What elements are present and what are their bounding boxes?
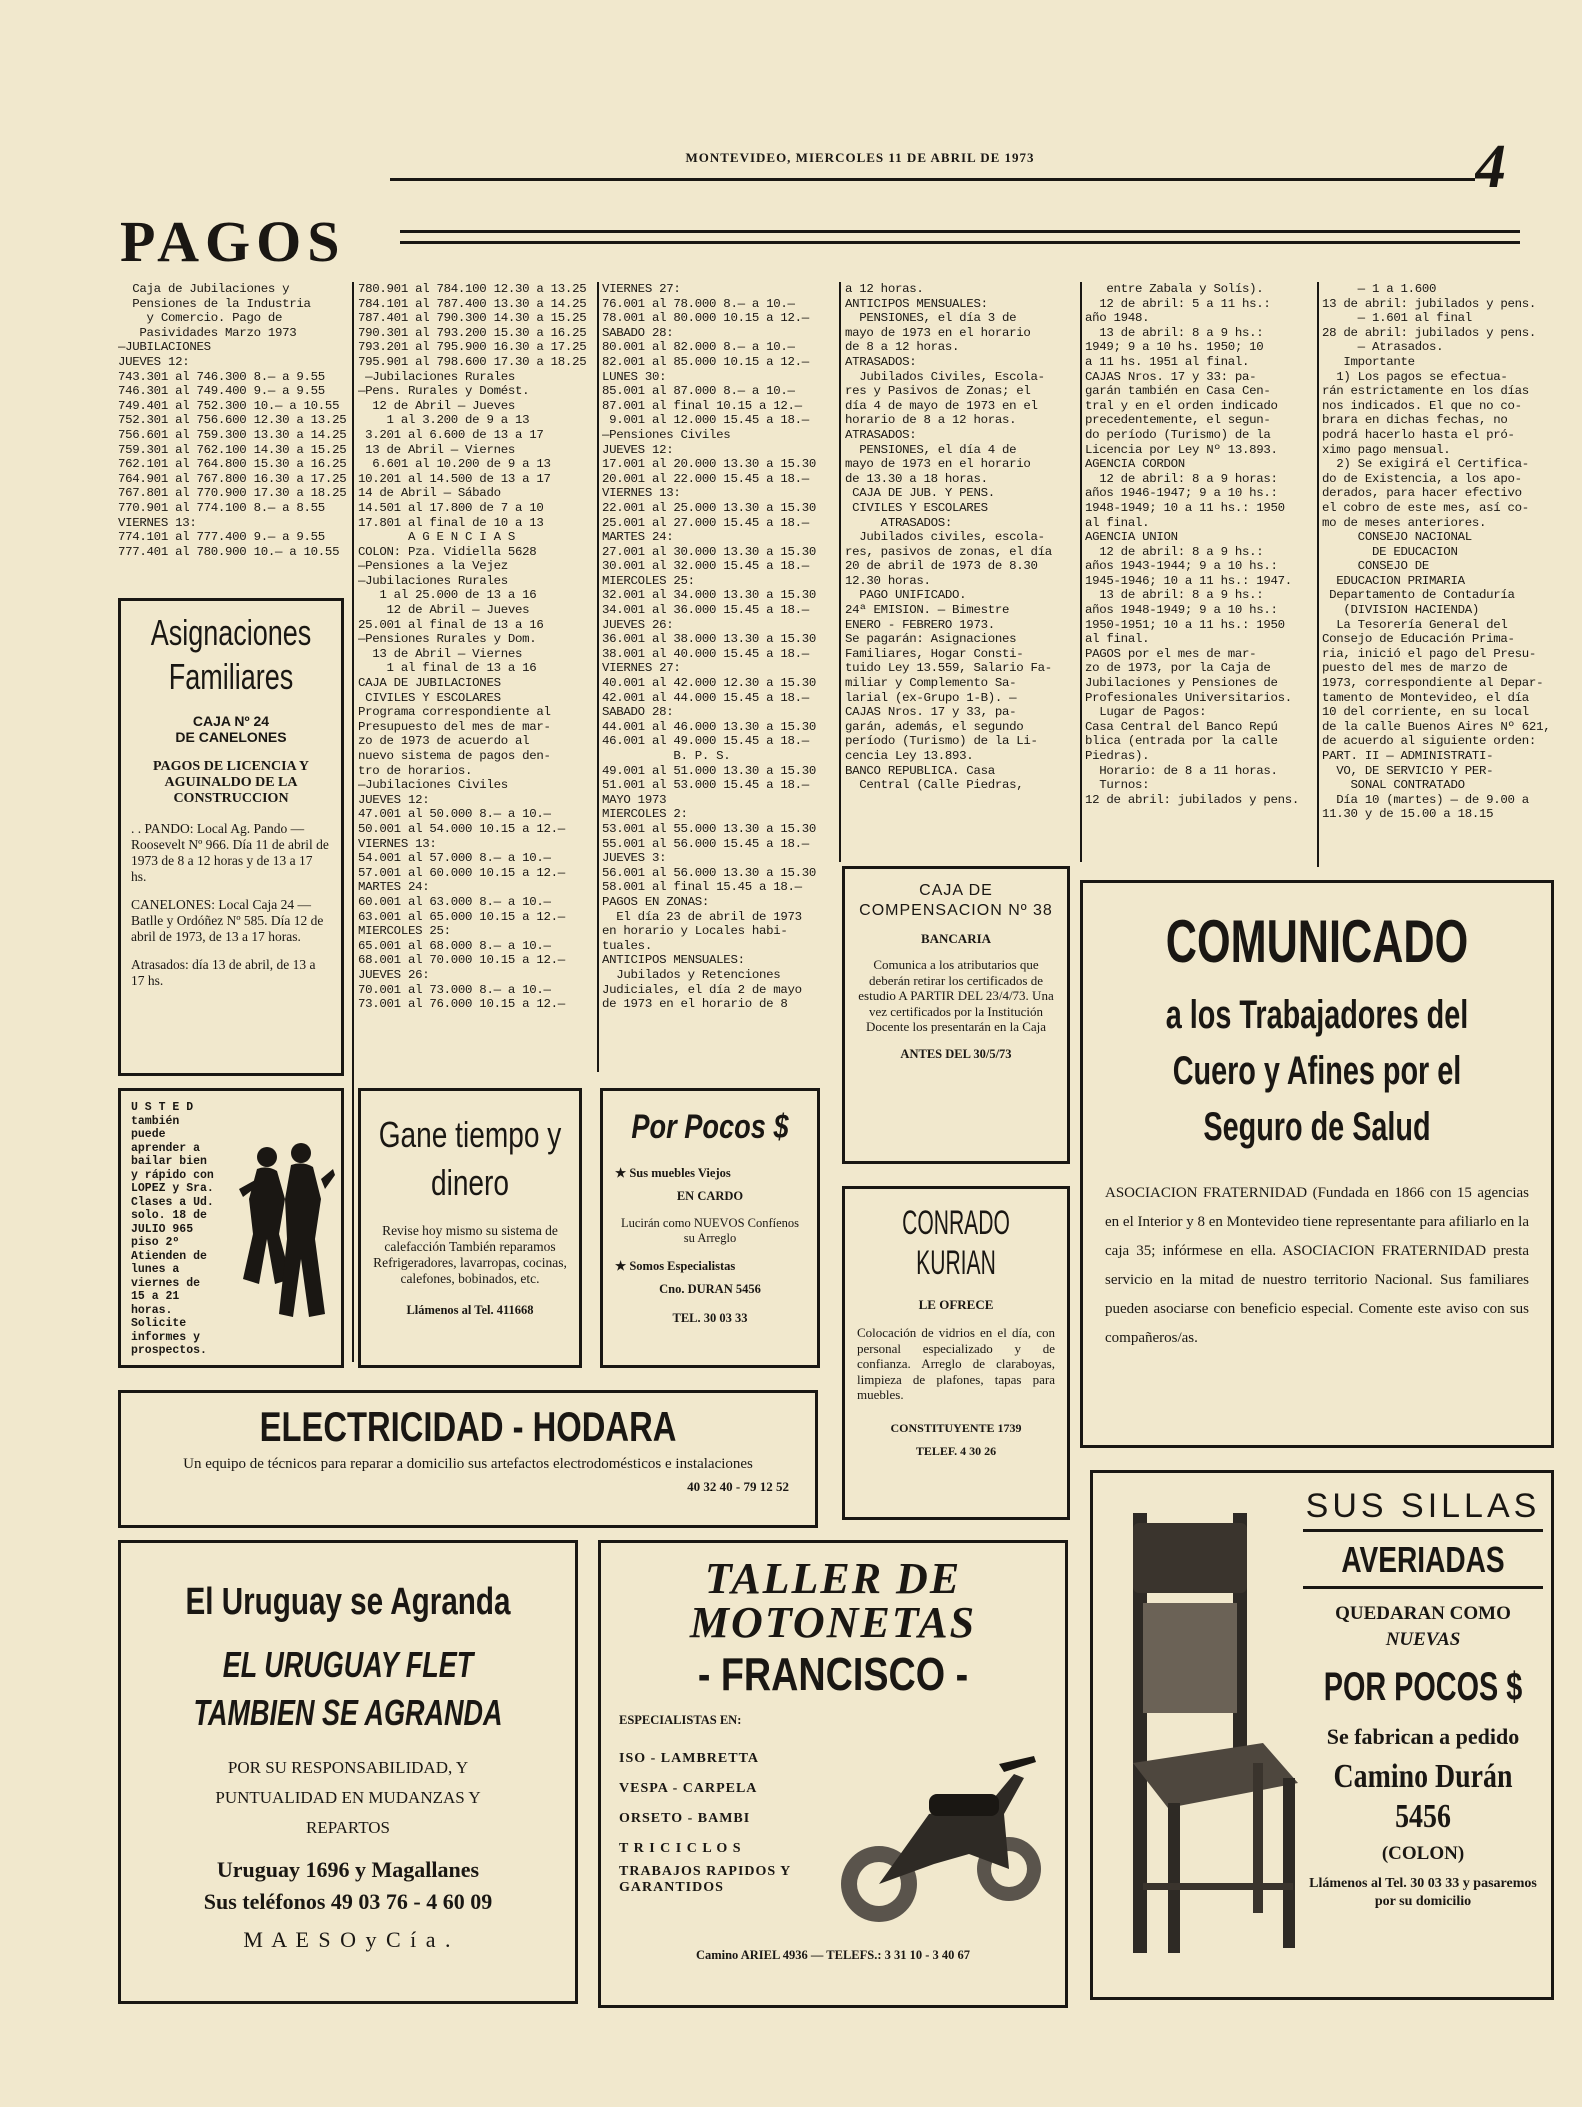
motorcycle-image [839,1734,1049,1934]
ad-gane-phone: Llámenos al Tel. 411668 [406,1303,534,1317]
ad-pocos-l1: ★ Sus muebles Viejos [615,1166,731,1180]
ad-pocos-l2: EN CARDO [676,1189,744,1203]
ad-asignaciones-body1: . . PANDO: Local Ag. Pando — Roosevelt Nº 966. Día 11 de abril de 1973 de 8 a 12 horas y de 13 a 17 hs. [131,821,329,884]
ad-asignaciones-sub1: CAJA Nº 24 [192,713,270,729]
ad-taller-title1: TALLER DE [704,1554,962,1603]
ad-kurian-title: CONRADO KURIAN [902,1204,1010,1282]
dateline: MONTEVIDEO, MIERCOLES 11 DE ABRIL DE 1973 [685,150,1035,165]
ad-uruguay-l4: Uruguay 1696 y Magallanes [216,1857,480,1882]
text-column-5: entre Zabala y Solís). 12 de abril: 5 a 11 hs.: año 1948. 13 de abril: 8 a 9 hs.: 1949; 9 a 10 hs. 1950; 10 a 11 hs. 1951 al final. CAJAS Nros. 17 y 33: pa- garán también en Casa Cen- tral y en el orden indicado precedentemente, el segun- do período (Turismo) de la Licencia por Ley Nº 13.893. AGENCIA CORDON 12 de abril: 8 a 9 horas: años 1946-1947; 9 a 10 hs.: 1948-1949; 10 a 11 hs.: 1950 al final. AGENCIA UNION 12 de abril: 8 a 9 hs.: años 1943-1944; 9 a 10 hs.: 1945-1946; 10 a 11 hs.: 1947. 13 de abril: 8 a 9 hs.: años 1948-1949; 9 a 10 hs.: 1950-1951; 10 a 11 hs.: 1950 al final. PAGOS por el mes de mar- zo de 1973, por la Caja de Jubilaciones y Pensiones de Profesionales Universitarios. Lugar de Pagos: Casa Central del Banco Repú blica (entrada por la calle Piedras). Horario: de 8 a 11 horas. Turnos: 12 de abril: jubilados y pens. [1085,282,1300,807]
section-title-rule [400,230,1520,244]
ad-asignaciones-sub3: PAGOS DE LICENCIA Y AGUINALDO DE LA CONSTRUCCION [153,759,309,806]
ad-sillas [1090,1470,1554,2000]
ad-sillas-l1: QUEDARAN COMO [1335,1603,1511,1624]
ad-asignaciones [118,598,344,1076]
ad-sillas-l6: (COLON) [1381,1843,1465,1864]
ad-compensacion-body: Comunica a los atributarios que deberán retirar los certificados de estudio A PARTIR DEL 23/4/73. Una vez certificados por la Institución Docente los presentarán en la Caja [858,957,1054,1034]
ad-taller-title3: - FRANCISCO - [697,1648,969,1700]
ad-por-pocos [600,1088,820,1368]
ad-sillas-l5: Camino Durán 5456 [1333,1758,1513,1835]
ad-kurian [842,1186,1070,1520]
ad-uruguay-l1: EL URUGUAY FLET [222,1644,474,1685]
ad-asignaciones-body2: CANELONES: Local Caja 24 — Batlle y Ordóñez Nº 585. Día 12 de abril de 1973, de 13 a 17 horas. [131,897,324,944]
ad-pocos-l6: TEL. 30 03 33 [672,1311,748,1325]
ad-sillas-l4: Se fabrican a pedido [1326,1724,1520,1749]
ad-sillas-l3: POR POCOS $ [1323,1665,1523,1709]
ad-comunicado-body: ASOCIACION FRATERNIDAD (Fundada en 1866 con 15 agencias en el Interior y 8 en Montevideo tiene representante para afiliarlo en la caja 35; infórmese en ella. ASOCIACION FRATERNIDAD presta servicio en la mitad de nuestro territorio Nacional. Sus familiares pueden asociarse con beneficio especial. Comente este aviso con sus compañeros/as. [1105,1185,1529,1346]
section-title: PAGOS [120,209,346,274]
ad-pocos-title: Por Pocos $ [631,1108,789,1146]
ad-taller-brand-3: ORSETO - BAMBI [619,1811,751,1826]
ad-uruguay-title: El Uruguay se Agranda [185,1581,511,1623]
column-divider [352,282,354,1362]
ad-uruguay-l5: Sus teléfonos 49 03 76 - 4 60 09 [203,1889,493,1914]
ad-comunicado-sub1: a los Trabajadores del [1165,993,1469,1037]
ad-comunicado [1080,880,1554,1448]
text-column-6: — 1 a 1.600 13 de abril: jubilados y pens. — 1.601 al final 28 de abril: jubilados y pens. — Atrasados. Importante 1) Los pagos se efectua- rán estrictamente en los días nos indicados. El que no co- brara en dichas fechas, no podrá hacerlo hasta el pró- ximo pago mensual. 2) Se exigirá el Certifica- do de Existencia, a los apo- derados, para hacer efectivo el cobro de este mes, así co- mo de meses anteriores. CONSEJO NACIONAL DE EDUCACION CONSEJO DE EDUCACION PRIMARIA Departamento de Contaduría (DIVISION HACIENDA) La Tesorería General del Consejo de Educación Prima- ria, inició el pago del Presu- puesto del mes de marzo de 1973, correspondiente al Depar- tamento de Montevideo, el día 10 del corriente, en su local de la calle Buenos Aires Nº 621, de acuerdo al siguiente orden: PART. II — ADMINISTRATI- VO, DE SERVICIO Y PER- SONAL CONTRATADO Día 10 (martes) — de 9.00 a 11.30 y de 15.00 a 18.15 [1322,282,1551,822]
dancing-couple-image [229,1139,339,1329]
ad-comunicado-sub2: Cuero y Afines por el [1172,1049,1462,1093]
ad-pocos-l4: ★ Somos Especialistas [615,1259,736,1273]
ad-uruguay-l2: TAMBIEN SE AGRANDA [193,1692,503,1733]
ad-asignaciones-sub2: DE CANELONES [175,729,287,745]
ad-taller-sub: ESPECIALISTAS EN: [619,1713,742,1727]
ad-taller-brand-1: ISO - LAMBRETTA [619,1751,759,1766]
chair-image [1113,1503,1303,1963]
ad-gane-title: Gane tiempo y dinero [378,1114,562,1203]
ad-electricidad [118,1390,818,1528]
column-divider [839,282,841,862]
column-divider [1080,282,1082,862]
ad-asignaciones-body3: Atrasados: día 13 de abril, de 13 a 17 hs. [131,957,316,988]
ad-taller-brand-4: T R I C I C L O S [619,1841,742,1856]
ad-compensacion [842,866,1070,1164]
ad-sillas-title2: AVERIADAS [1341,1539,1505,1580]
ad-taller-footer: Camino ARIEL 4936 — TELEFS.: 3 31 10 - 3 40 67 [695,1948,971,1962]
ad-compensacion-title: CAJA DE COMPENSACION Nº 38 [859,882,1053,919]
ad-pocos-l5: Cno. DURAN 5456 [659,1282,761,1296]
ad-uruguay-flet [118,1540,578,2004]
ad-pocos-l3: Lucirán como NUEVOS Confíenos su Arreglo [620,1216,800,1245]
ad-kurian-body: Colocación de vidrios en el día, con personal especializado y de confianza. Arreglo de claraboyas, limpieza de plafones, tapas para muebles. [857,1325,1055,1402]
ad-taller-title2: MOTONETAS [689,1598,977,1647]
ad-sillas-l2: NUEVAS [1385,1629,1461,1650]
ad-comunicado-sub3: Seguro de Salud [1203,1105,1431,1149]
ad-taller-motonetas [598,1540,1068,2008]
ad-baile [118,1088,344,1368]
text-column-4: a 12 horas. ANTICIPOS MENSUALES: PENSIONES, el día 3 de mayo de 1973 en el horario de 8 a 12 horas. ATRASADOS: Jubilados Civiles, Escola- res y Pasivos de Zonas; el día 4 de mayo de 1973 en el horario de 8 a 12 horas. ATRASADOS: PENSIONES, el día 4 de mayo de 1973 en el horario de 13.30 a 18 horas. CAJA DE JUB. Y PENS. CIVILES Y ESCOLARES ATRASADOS: Jubilados civiles, escola- res, pasivos de zonas, el día 20 de abril de 1973 de 8.30 12.30 horas. PAGO UNIFICADO. 24ª EMISION. — Bimestre ENERO - FEBRERO 1973. Se pagarán: Asignaciones Familiares, Hogar Consti- tuido Ley 13.559, Salario Fa- miliar y Complemento Sa- larial (ex-Grupo 1-B). — CAJAS Nros. 17 y 33, pa- garán, además, el segundo período (Turismo) de la Li- cencia Ley 13.893. BANCO REPUBLICA. Casa Central (Calle Piedras, [845,282,1052,793]
ad-uruguay-l3: POR SU RESPONSABILIDAD, Y PUNTUALIDAD EN MUDANZAS Y REPARTOS [215,1758,481,1837]
column-divider [1317,282,1319,867]
ad-comunicado-title: COMUNICADO [1165,908,1469,975]
text-column-3: VIERNES 27: 76.001 al 78.000 8.— a 10.— 78.001 al 80.000 10.15 a 12.— SABADO 28: 80.001 al 82.000 8.— a 10.— 82.001 al 85.000 10.15 a 12.— LUNES 30: 85.001 al 87.000 8.— a 10.— 87.001 al final 10.15 a 12.— 9.001 al 12.000 15.45 a 18.— —Pensiones Civiles JUEVES 12: 17.001 al 20.000 13.30 a 15.30 20.001 al 22.000 15.45 a 18.— VIERNES 13: 22.001 al 25.000 13.30 a 15.30 25.001 al 27.000 15.45 a 18.— MARTES 24: 27.001 al 30.000 13.30 a 15.30 30.001 al 32.000 15.45 a 18.— MIERCOLES 25: 32.001 al 34.000 13.30 a 15.30 34.001 al 36.000 15.45 a 18.— JUEVES 26: 36.001 al 38.000 13.30 a 15.30 38.001 al 40.000 15.45 a 18.— VIERNES 27: 40.001 al 42.000 12.30 a 15.30 42.001 al 44.000 15.45 a 18.— SABADO 28: 44.001 al 46.000 13.30 a 15.30 46.001 al 49.000 15.45 a 18.— B. P. S. 49.001 al 51.000 13.30 a 15.30 51.001 al 53.000 15.45 a 18.— MAYO 1973 MIERCOLES 2: 53.001 al 55.000 13.30 a 15.30 55.001 al 56.000 15.45 a 18.— JUEVES 3: 56.001 al 56.000 13.30 a 15.30 58.001 al final 15.45 a 18.— PAGOS EN ZONAS: El día 23 de abril de 1973 en horario y Locales habi- tuales. ANTICIPOS MENSUALES: Jubilados y Retenciones Judiciales, el día 2 de mayo de 1973 en el horario de 8 [602,282,817,1012]
ad-compensacion-sub: BANCARIA [920,931,992,946]
text-column-1: Caja de Jubilaciones y Pensiones de la Industria y Comercio. Pago de Pasividades Marzo 1973 —JUBILACIONES JUEVES 12: 743.301 al 746.300 8.— a 9.55 746.301 al 749.400 9.— a 9.55 749.401 al 752.300 10.— a 10.55 752.301 al 756.600 12.30 a 13.25 756.601 al 759.300 13.30 a 14.25 759.301 al 762.100 14.30 a 15.25 762.101 al 764.800 15.30 a 16.25 764.901 al 767.800 16.30 a 17.25 767.801 al 770.900 17.30 a 18.25 770.901 al 774.100 8.— a 8.55 VIERNES 13: 774.101 al 777.400 9.— a 9.55 777.401 al 780.900 10.— a 10.55 [118,282,347,559]
ad-asignaciones-title: Asignaciones Familiares [150,612,312,697]
ad-kurian-addr: CONSTITUYENTE 1739 [890,1420,1022,1435]
ad-baile-text: U S T E D también puede aprender a bailar bien y rápido con LOPEZ y Sra. Clases a Ud. solo. 18 de JULIO 965 piso 2º Atienden de lunes a viernes de 15 a 21 horas. Solicite informes y prospectos. [131,1101,214,1357]
ad-electricidad-phones: 40 32 40 - 79 12 52 [687,1479,789,1494]
column-divider [597,282,599,1072]
ad-electricidad-title: ELECTRICIDAD - HODARA [259,1403,677,1450]
ad-uruguay-l6: M A E S O y C í a . [243,1927,453,1952]
header-rule [390,178,1475,181]
ad-electricidad-body: Un equipo de técnicos para reparar a domicilio sus artefactos electrodomésticos e instalaciones [183,1456,753,1472]
ad-compensacion-footer: ANTES DEL 30/5/73 [900,1046,1012,1061]
ad-gane-body: Revise hoy mismo su sistema de calefacción También reparamos Refrigeradores, lavarropas, cocinas, calefones, bobinados, etc. [373,1223,567,1286]
ad-sillas-l7: Llámenos al Tel. 30 03 33 y pasaremos por su domicilio [1309,1876,1537,1909]
ad-kurian-tel: TELEF. 4 30 26 [915,1443,997,1458]
ad-taller-brand-2: VESPA - CARPELA [619,1781,758,1796]
ad-kurian-sub: LE OFRECE [918,1297,994,1312]
ad-sillas-title1: SUS SILLAS [1305,1487,1541,1525]
page-number: 4 [1475,133,1506,201]
text-column-2: 780.901 al 784.100 12.30 a 13.25 784.101 al 787.400 13.30 a 14.25 787.401 al 790.300 14.30 a 15.25 790.301 al 793.200 15.30 a 16.25 793.201 al 795.900 16.30 a 17.25 795.901 al 798.600 17.30 a 18.25 —Jubilaciones Rurales —Pens. Rurales y Domést. 12 de Abril — Jueves 1 al 3.200 de 9 a 13 3.201 al 6.600 de 13 a 17 13 de Abril — Viernes 6.601 al 10.200 de 9 a 13 10.201 al 14.500 de 13 a 17 14 de Abril — Sábado 14.501 al 17.800 de 7 a 10 17.801 al final de 10 a 13 A G E N C I A S COLON: Pza. Vidiella 5628 —Pensiones a la Vejez —Jubilaciones Rurales 1 al 25.000 de 13 a 16 12 de Abril — Jueves 25.001 al final de 13 a 16 —Pensiones Rurales y Dom. 13 de Abril — Viernes 1 al final de 13 a 16 CAJA DE JUBILACIONES CIVILES Y ESCOLARES Programa correspondiente al Presupuesto del mes de mar- zo de 1973 de acuerdo al nuevo sistema de pagos den- tro de horarios. —Jubilaciones Civiles JUEVES 12: 47.001 al 50.000 8.— a 10.— 50.001 al 54.000 10.15 a 12.— VIERNES 13: 54.001 al 57.000 8.— a 10.— 57.001 al 60.000 10.15 a 12.— MARTES 24: 60.001 al 63.000 8.— a 10.— 63.001 al 65.000 10.15 a 12.— MIERCOLES 25: 65.001 al 68.000 8.— a 10.— 68.001 al 70.000 10.15 a 12.— JUEVES 26: 70.001 al 73.000 8.— a 10.— 73.001 al 76.000 10.15 a 12.— [358,282,587,1012]
ad-gane-tiempo [358,1088,582,1368]
ad-taller-brand-5: TRABAJOS RAPIDOS Y GARANTIDOS [619,1864,791,1895]
